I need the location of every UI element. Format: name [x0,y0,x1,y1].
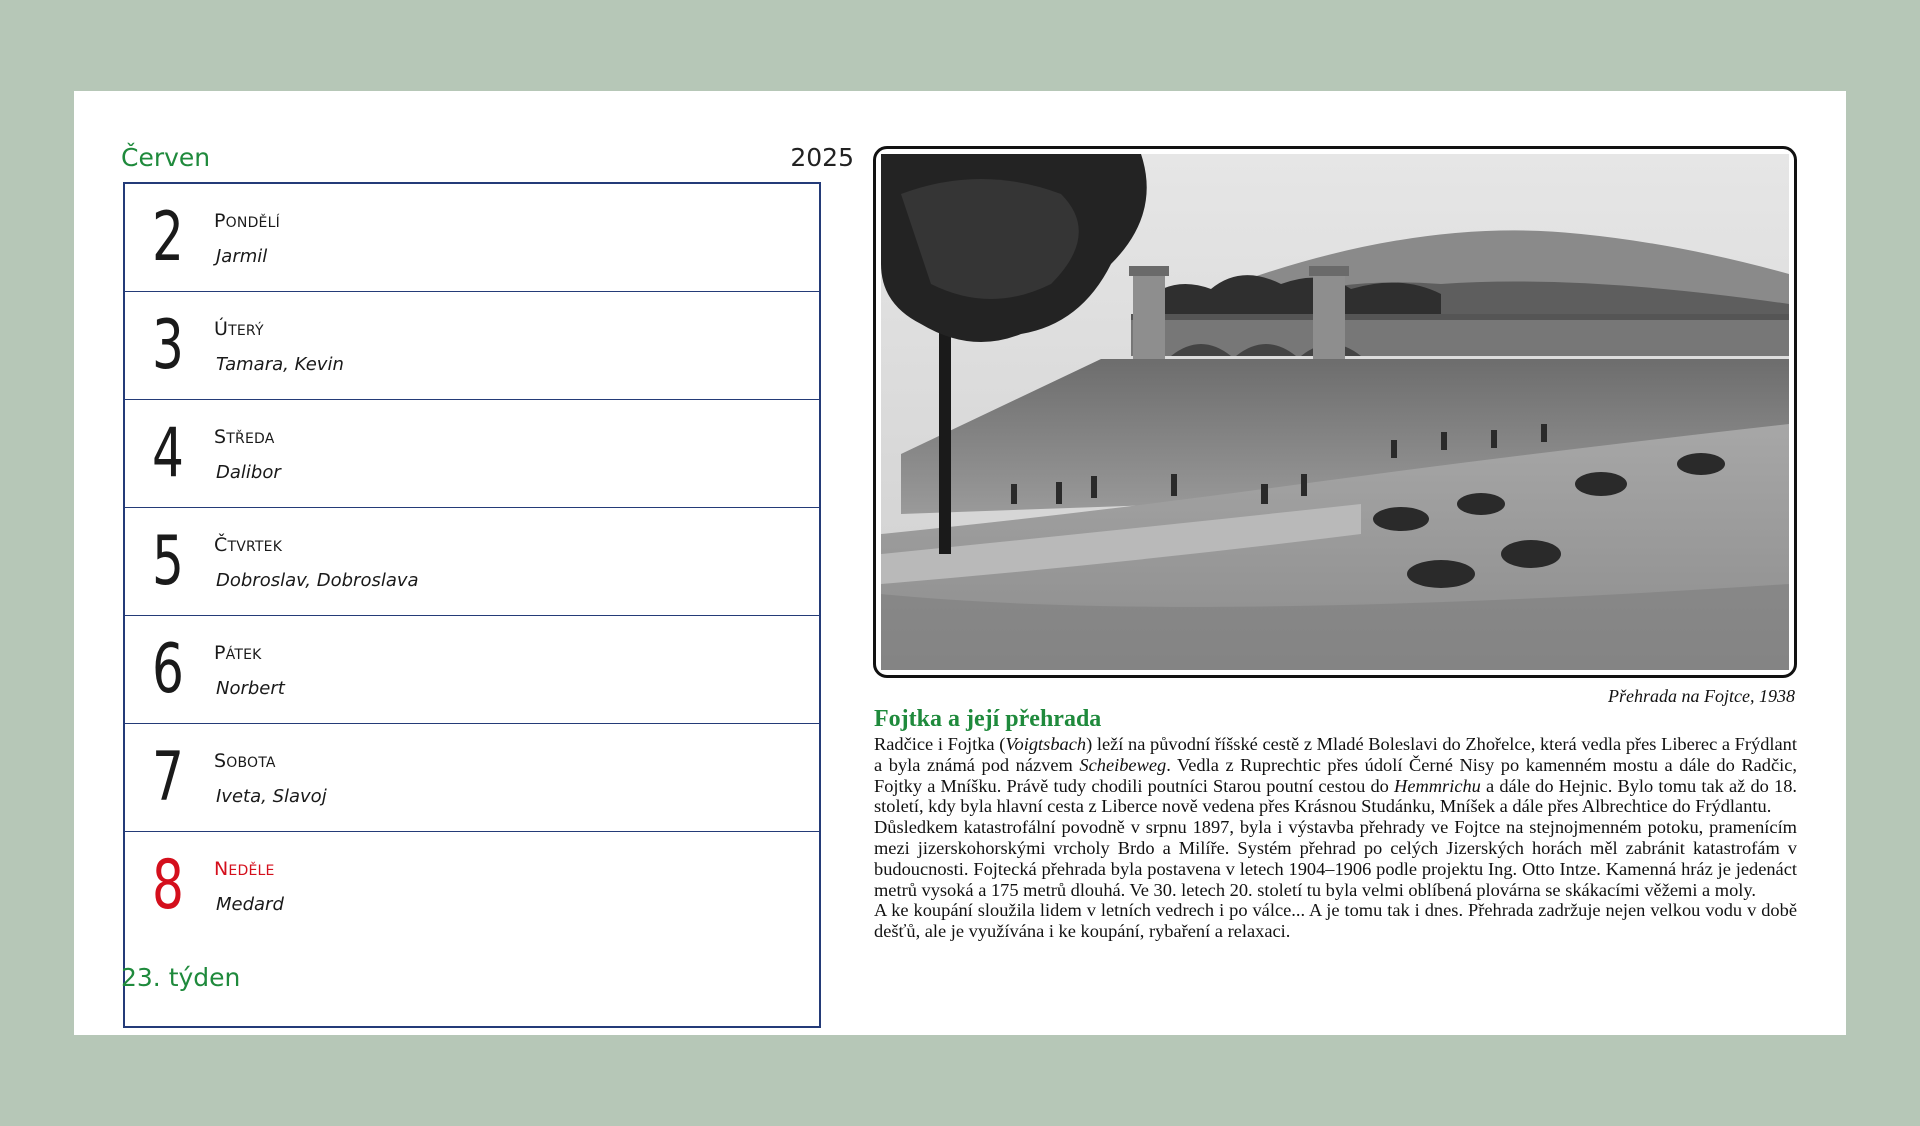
text-run: ) leží na původní říšské cestě z Mladé Boleslavi do Zhořelce, která vedla přes Liberec a Frýdlant a byla známá pod názvem [874,734,1797,775]
text-run: a dále do Hejnic. Bylo tomu tak až do 18. století, kdy byla hlavní cesta z Liberce nově vedena přes Krásnou Studánku, Mníšek a dále přes Albrechtice do Frýdlantu. [874,775,1797,817]
text-run: . Vedla z Ruprechtic přes údolí Černé Nisy po kamenném mostu a dále do Radčic, Fojtky a Mníšku. Právě tudy chodili poutníci Starou poutní cestou do [874,754,1797,796]
name-day: Dobroslav, Dobroslava [216,570,419,591]
day-name: NEDĚLE [214,858,275,880]
article-title: Fojtka a její přehrada [874,706,1102,732]
name-day: Tamara, Kevin [216,354,344,375]
year-label: 2025 [790,143,854,172]
text-run-italic: Scheibeweg [1079,754,1167,775]
dam-photo [881,154,1789,670]
text-run: Radčice i Fojtka ( [874,734,1006,754]
name-day: Norbert [216,678,285,699]
photo-frame [873,146,1797,678]
text-run-italic: Hemmrichu [1394,775,1481,796]
day-name: SOBOTA [214,750,276,772]
article-paragraph: Důsledkem katastrofální povodně v srpnu 1897, byla i výstavba přehrady ve Fojtce na stejnojmenném potoku, pramenícím mezi jizerskohorskými vrcholy Brdo a Milíře. Systém přehrad po celých Jizerských horách měl zabránit katastrofám v budoucnosti. Fojtecká přehrada byla postavena v letech 1904–1906 podle projektu Ing. Otto Intze. Kamenná hráz je jedenáct metrů vysoká a 175 metrů dlouhá. Ve 30. letech 20. století tu byla velmi oblíbená plovárna se skákacími věžemi a moly. [874,817,1797,900]
day-number: 3 [152,306,184,385]
article-paragraph: A ke koupání sloužila lidem v letních vedrech i po válce... A je tomu tak i dnes. Přehrada zadržuje nejen velkou vodu v době dešťů, ale je využívána i ke koupání, rybaření a relaxaci. [874,900,1797,942]
photo-caption: Přehrada na Fojtce, 1938 [1608,686,1795,706]
week-label: 23. týden [121,963,241,992]
days-list [123,182,821,1028]
article-body [874,734,1797,942]
text-run-italic: Voigtsbach [1005,734,1087,754]
day-name: PONDĚLÍ [214,210,280,232]
day-number: 4 [152,414,184,493]
day-number: 7 [152,738,184,817]
day-row-tuesday [125,292,819,400]
day-row-sunday [125,832,819,940]
month-label: Červen [121,143,211,172]
day-row-thursday [125,508,819,616]
day-row-friday [125,616,819,724]
day-row-saturday [125,724,819,832]
name-day: Iveta, Slavoj [216,786,327,807]
name-day: Medard [216,894,284,915]
day-number: 6 [152,630,184,709]
day-row-wednesday [125,400,819,508]
day-number: 8 [152,846,184,925]
article-paragraph [874,734,1797,817]
day-name: ÚTERÝ [214,318,264,340]
day-name: PÁTEK [214,642,262,664]
day-number: 2 [152,198,184,277]
day-name: ČTVRTEK [214,534,283,556]
day-number: 5 [152,522,184,601]
calendar-page [74,91,1846,1035]
day-row-monday [125,184,819,292]
name-day: Jarmil [216,246,268,267]
name-day: Dalibor [216,462,281,483]
day-name: STŘEDA [214,426,275,448]
